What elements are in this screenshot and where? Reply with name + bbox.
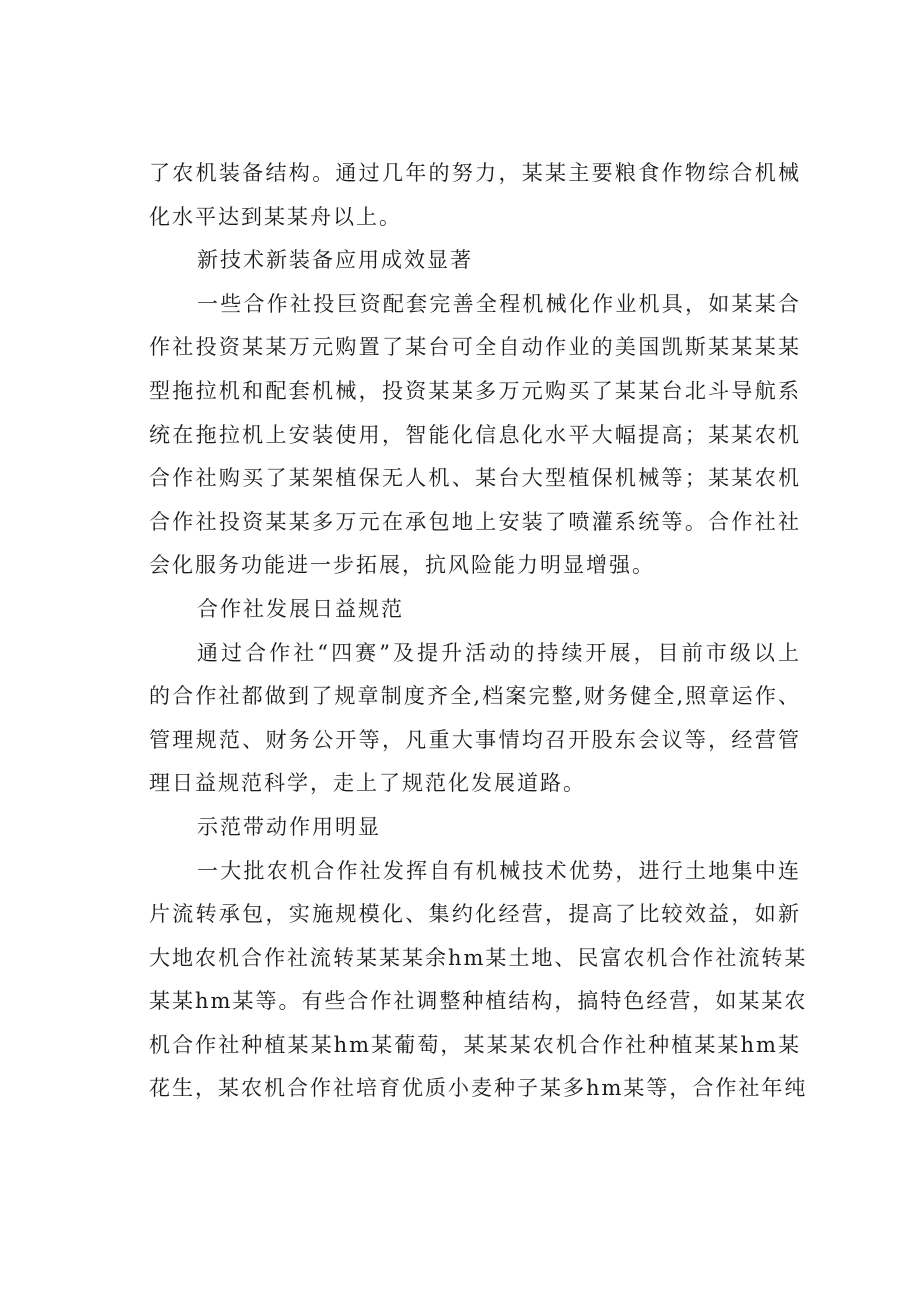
paragraph-line: 化水平达到某某舟以上。 [149,204,402,229]
paragraph-line: 的合作社都做到了规章制度齐全,档案完整,财务健全,照章运作、 [149,684,801,709]
paragraph-line: 作社投资某某万元购置了某台可全自动作业的美国凯斯某某某某 [149,335,801,360]
paragraph-line: 统在拖拉机上安装使用，智能化信息化水平大幅提高；某某农机 [149,422,801,447]
paragraph-first-line: 一大批农机合作社发挥自有机械技术优势，进行土地集中连 [197,858,801,883]
document-body [149,152,808,1111]
section-heading: 示范带动作用明显 [197,814,381,839]
paragraph-line: 合作社投资某某多万元在承包地上安装了喷灌系统等。合作社社 [149,509,801,534]
paragraph-line: 合作社购买了某架植保无人机、某台大型植保机械等；某某农机 [149,466,801,491]
paragraph-line: 某某hm某等。有些合作社调整种植结构，搞特色经营，如某某农 [149,989,808,1014]
paragraph-line: 会化服务功能进一步拓展，抗风险能力明显增强。 [149,553,655,578]
paragraph-line: 片流转承包，实施规模化、集约化经营，提高了比较效益，如新 [149,902,801,927]
paragraph-line: 机合作社种植某某hm某葡萄，某某某农机合作社种植某某hm某 [149,1032,801,1057]
paragraph-first-line: 通过合作社“四赛”及提升活动的持续开展，目前市级以上 [197,640,801,665]
paragraph-line: 大地农机合作社流转某某某余hm某土地、民富农机合作社流转某 [149,945,808,970]
paragraph-line: 花生，某农机合作社培育优质小麦种子某多hm某等，合作社年纯 [149,1076,808,1101]
paragraph-line: 理日益规范科学，走上了规范化发展道路。 [149,771,586,796]
section-heading: 合作社发展日益规范 [197,596,404,621]
paragraph-line: 了农机装备结构。通过几年的努力，某某主要粮食作物综合机械 [149,161,801,185]
section-heading: 新技术新装备应用成效显著 [197,248,473,273]
paragraph-line: 型拖拉机和配套机械，投资某某多万元购买了某某台北斗导航系 [149,378,801,403]
paragraph-first-line: 一些合作社投巨资配套完善全程机械化作业机具，如某某合 [197,291,801,316]
paragraph-line: 管理规范、财务公开等，凡重大事情均召开股东会议等，经营管 [149,727,801,752]
